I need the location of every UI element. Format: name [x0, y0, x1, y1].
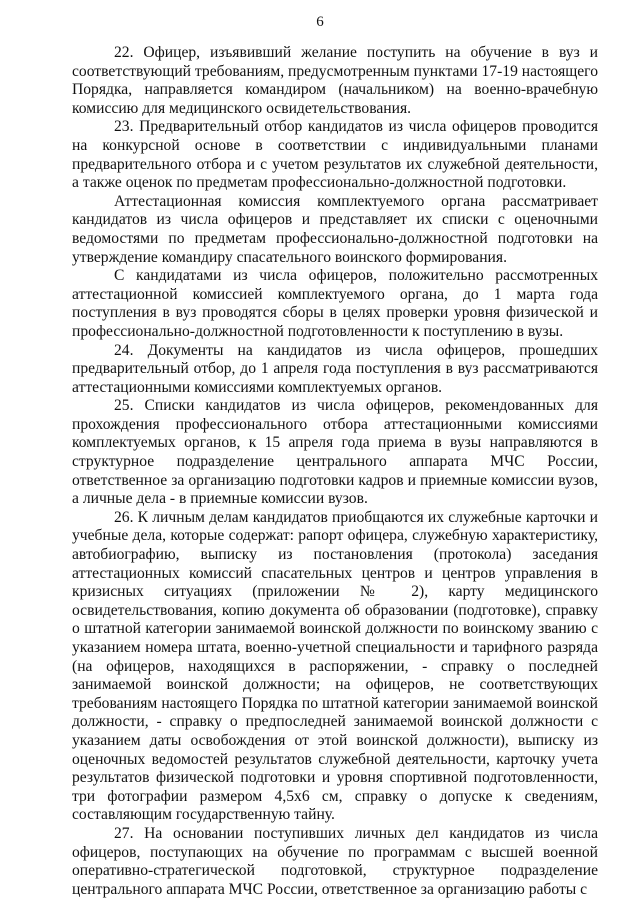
paragraph-23: 23. Предварительный отбор кандидатов из числа офицеров проводится на конкурсной основе в соответствии с индивидуальными планами предварительного отбора и с учетом результатов их служебной деятельности, а также оценок по предметам профессионально-должностной подготовки. — [72, 118, 598, 192]
paragraph-attestation-commission: Аттестационная комиссия комплектуемого органа рассматривает кандидатов из числа офицеров и представляет их списки с оценочными ведомостями по предметам профессионально-должностной подготовки на утверждение командиру спасательного воинского формирования. — [72, 192, 598, 266]
paragraph-22: 22. Офицер, изъявивший желание поступить на обучение в вуз и соответствующий требованиям, предусмотренным пунктами 17-19 настоящего Порядка, направляется командиром (начальником) на военно-врачебную комиссию для медицинского освидетельствования. — [72, 44, 598, 117]
page-number: 6 — [316, 14, 324, 30]
paragraph-training-camp: С кандидатами из числа офицеров, положительно рассмотренных аттестационной комиссией комплектуемого органа, до 1 марта года поступления в вуз проводятся сборы в целях проверки уровня физической и профессионально-должностной подготовленности к поступлению в вузы. — [72, 267, 598, 340]
paragraph-27: 27. На основании поступивших личных дел кандидатов из числа офицеров, поступающих на обучение по программам с высшей военной оперативно-стратегической подготовкой, структурное подразделение центрального аппарата МЧС России, ответственное за организацию работы с — [72, 824, 598, 898]
document-body — [72, 44, 598, 899]
paragraph-26: 26. К личным делам кандидатов приобщаются их служебные карточки и учебные дела, которые содержат: рапорт офицера, служебную характеристику, автобиографию, выписку из постановления (протокола) заседания аттестационных комиссий спасательных центров и центров управления в кризисных ситуациях (приложении № 2), карту медицинского освидетельствования, копию документа об образовании (подготовке), справку о штатной категории занимаемой воинской должности по воинскому званию с указанием номера штата, военно-учетной специальности и тарифного разряда (на офицеров, находящихся в распоряжении, - справку о последней занимаемой воинской должности; на офицеров, не соответствующих требованиям настоящего Порядка по штатной категории занимаемой воинской должности, - справку о предпоследней занимаемой воинской должности с указанием даты освобождения от этой воинской должности), выписку из оценочных ведомостей результатов служебной деятельности, карточку учета результатов физической подготовки и уровня спортивной подготовленности, три фотографии размером 4,5х6 см, справку о допуске к сведениям, составляющим государственную тайну. — [72, 508, 598, 824]
paragraph-25: 25. Списки кандидатов из числа офицеров, рекомендованных для прохождения профессионального отбора аттестационными комиссиями комплектуемых органов, к 15 апреля года приема в вузы направляются в структурное подразделение центрального аппарата МЧС России, ответственное за организацию подготовки кадров и приемные комиссии вузов, а личные дела - в приемные комиссии вузов. — [72, 397, 598, 508]
paragraph-24: 24. Документы на кандидатов из числа офицеров, прошедших предварительный отбор, до 1 апреля года поступления в вуз рассматриваются аттестационными комиссиями комплектуемых органов. — [72, 341, 598, 396]
